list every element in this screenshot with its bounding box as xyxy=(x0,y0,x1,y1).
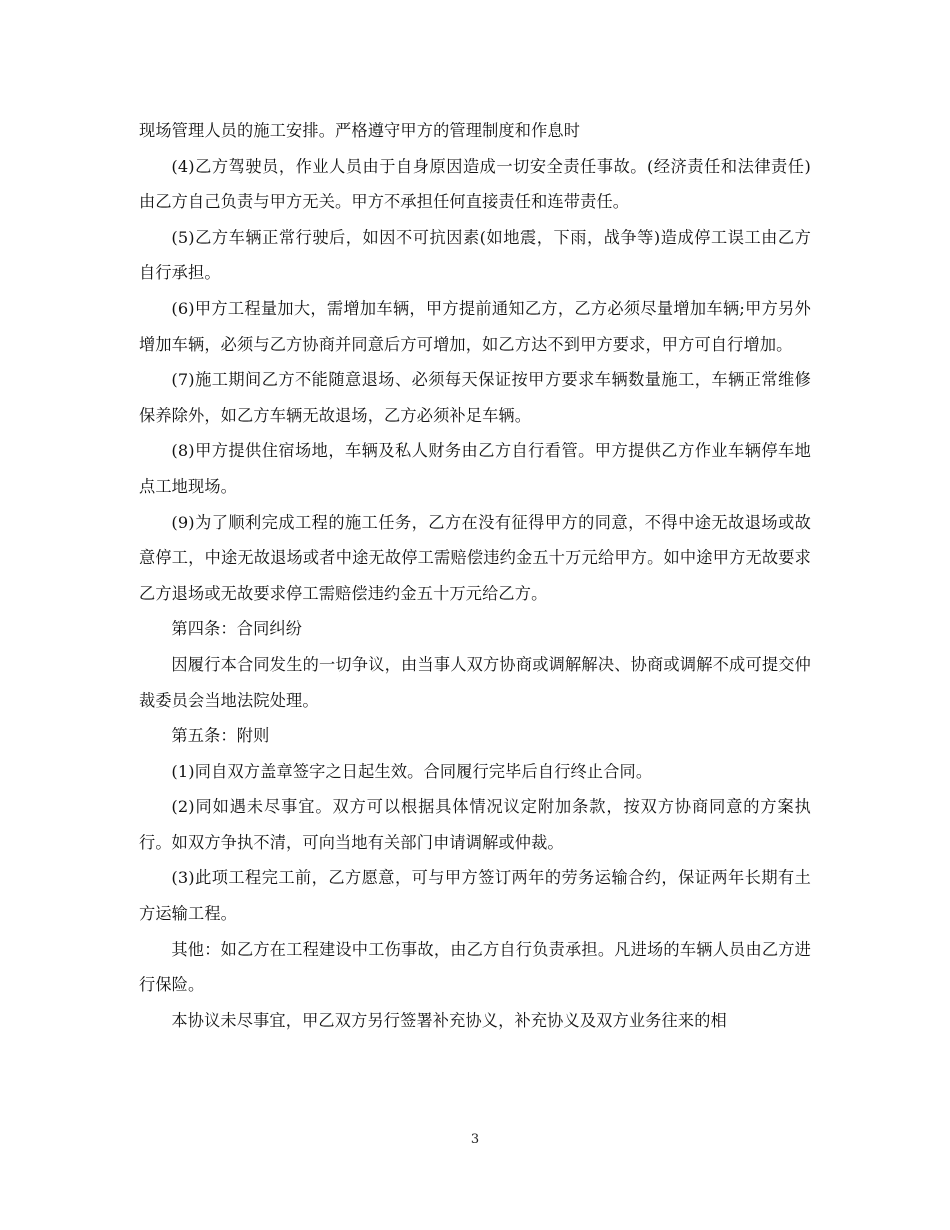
paragraph-clause-7: (7)施工期间乙方不能随意退场、必须每天保证按甲方要求车辆数量施工，车辆正常维修保养除外，如乙方车辆无故退场，乙方必须补足车辆。 xyxy=(139,370,811,425)
paragraph-annex-1: (1)同自双方盖章签字之日起生效。合同履行完毕后自行终止合同。 xyxy=(171,761,653,781)
paragraph-clause-6: (6)甲方工程量加大，需增加车辆，甲方提前通知乙方，乙方必须尽量增加车辆;甲方另外增加车辆，必须与乙方协商并同意后方可增加，如乙方达不到甲方要求，甲方可自行增加。 xyxy=(139,298,811,354)
paragraph-continuation: 现场管理人员的施工安排。严格遵守甲方的管理制度和作息时 xyxy=(139,121,581,140)
paragraph-dispute: 因履行本合同发生的一切争议，由当事人双方协商或调解解决、协商或调解不成可提交仲裁委员会当地法院处理。 xyxy=(139,654,811,710)
paragraph-clause-8: (8)甲方提供住宿场地，车辆及私人财务由乙方自行看管。甲方提供乙方作业车辆停车地点工地现场。 xyxy=(139,441,811,496)
page-number: 3 xyxy=(470,1132,480,1147)
section-heading-article-4: 第四条：合同纠纷 xyxy=(171,619,303,639)
document-body xyxy=(139,113,811,1038)
paragraph-annex-3: (3)此项工程完工前，乙方愿意，可与甲方签订两年的劳务运输合约，保证两年长期有土方运输工程。 xyxy=(139,868,811,924)
section-heading-article-5: 第五条：附则 xyxy=(171,726,270,746)
paragraph-clause-4: (4)乙方驾驶员，作业人员由于自身原因造成一切安全责任事故。(经济责任和法律责任)由乙方自己负责与甲方无关。甲方不承担任何直接责任和连带责任。 xyxy=(139,156,811,212)
paragraph-other: 其他：如乙方在工程建设中工伤事故，由乙方自行负责承担。凡进场的车辆人员由乙方进行保险。 xyxy=(139,939,811,995)
paragraph-clause-9: (9)为了顺利完成工程的施工任务，乙方在没有征得甲方的同意，不得中途无故退场或故意停工，中途无故退场或者中途无故停工需赔偿违约金五十万元给甲方。如中途甲方无故要求乙方退场或无故要求停工需赔偿违约金五十万元给乙方。 xyxy=(139,512,811,603)
paragraph-annex-2: (2)同如遇未尽事宜。双方可以根据具体情况议定附加条款，按双方协商同意的方案执行。如双方争执不清，可向当地有关部门申请调解或仲裁。 xyxy=(139,797,811,852)
paragraph-supplement: 本协议未尽事宜，甲乙双方另行签署补充协义，补充协义及双方业务往来的相 xyxy=(171,1010,727,1030)
paragraph-clause-5: (5)乙方车辆正常行驶后，如因不可抗因素(如地震，下雨，战争等)造成停工误工由乙方自行承担。 xyxy=(139,227,811,283)
